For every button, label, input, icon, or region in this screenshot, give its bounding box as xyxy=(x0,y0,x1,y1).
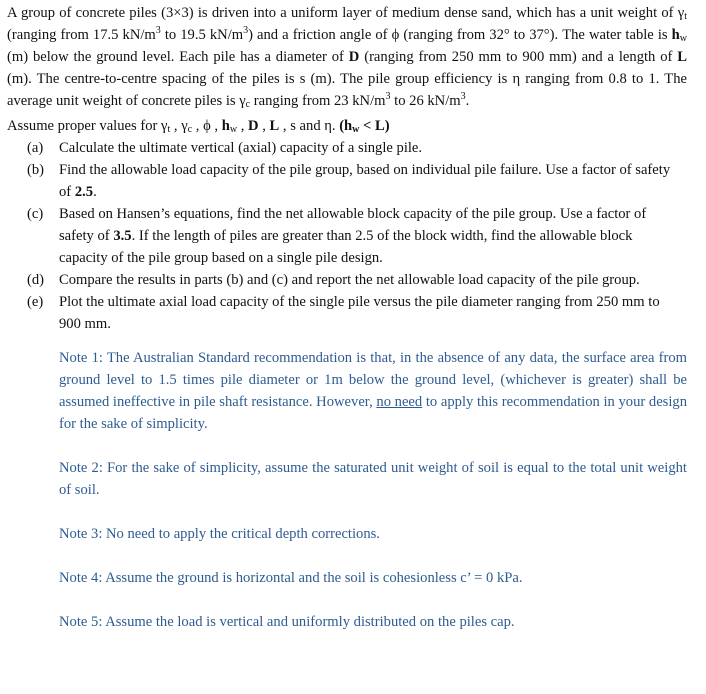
problem-statement xyxy=(7,2,687,112)
part-text: Find the allowable load capacity of the pile group, based on individual pile failure. Use a factor of safety of xyxy=(59,162,671,200)
part-text: Based on Hansen’s equations, find the net allowable block capacity of the pile group. Use a factor of safety of xyxy=(59,206,647,244)
part-a xyxy=(27,137,677,159)
subscript-w: w xyxy=(352,124,360,135)
gamma-symbol: γ xyxy=(181,118,188,134)
part-marker: (b) xyxy=(27,162,45,178)
part-text: Calculate the ultimate vertical (axial) capacity of a single pile. xyxy=(59,140,423,156)
intro-text: A group of concrete piles (3×3) is driven into a uniform layer of medium dense sand, which has a unit weight of xyxy=(7,5,678,21)
note-1 xyxy=(59,347,687,435)
note-5: Note 5: Assume the load is vertical and uniformly distributed on the piles cap. xyxy=(59,614,515,630)
question-parts-list xyxy=(7,137,677,335)
subscript-c: c xyxy=(245,99,251,110)
part-text: . xyxy=(93,184,97,200)
superscript-3: 3 xyxy=(385,91,391,102)
assume-text: Assume proper values for xyxy=(7,118,162,134)
separator: , xyxy=(237,118,249,134)
intro-text: (ranging from 32° to 37°). The water table is xyxy=(399,27,672,43)
intro-text: (ranging from 250 mm to 900 mm) and a length of xyxy=(359,49,678,65)
intro-text: ranging from 23 kN/m xyxy=(250,93,386,109)
superscript-3: 3 xyxy=(155,25,161,36)
phi-symbol: ϕ xyxy=(391,27,400,43)
subscript-c: c xyxy=(187,124,193,135)
d-symbol: D xyxy=(348,49,360,65)
underlined-text: no need xyxy=(376,394,423,410)
note-text: Note 1: The Australian Standard recommendation is that, in the absence of any data, the surface area from ground level to 1.5 times pile diameter or 1m below the ground level, (whichever is greater) shall be assumed ineffective in pile shaft resistance. However, xyxy=(59,350,687,410)
separator: , xyxy=(258,118,270,134)
part-c xyxy=(27,203,677,269)
part-text: Plot the ultimate axial load capacity of the single pile versus the pile diameter ranging from 250 mm to 900 mm. xyxy=(59,294,660,332)
condition-open: (h xyxy=(339,118,353,134)
part-marker: (e) xyxy=(27,294,44,310)
note-text: to apply this recommendation in your design for the sake of simplicity. xyxy=(59,394,687,432)
superscript-3: 3 xyxy=(243,25,249,36)
superscript-3: 3 xyxy=(460,91,466,102)
condition-close: < L) xyxy=(359,118,390,134)
part-marker: (a) xyxy=(27,140,44,156)
intro-text: (m) below the ground level. Each pile has a diameter of xyxy=(7,49,349,65)
note-3: Note 3: No need to apply the critical depth corrections. xyxy=(59,526,380,542)
h-symbol: h xyxy=(221,118,230,134)
h-symbol: h xyxy=(671,27,680,43)
notes-section xyxy=(7,347,687,633)
intro-text: (ranging from 17.5 kN/m xyxy=(7,27,156,43)
gamma-symbol: γ xyxy=(239,93,246,109)
part-e xyxy=(27,291,677,335)
l-symbol: L xyxy=(269,118,280,134)
separator: , xyxy=(170,118,182,134)
subscript-t: t xyxy=(167,124,171,135)
part-marker: (c) xyxy=(27,206,44,222)
l-symbol: L xyxy=(677,49,687,65)
separator: , xyxy=(279,118,291,134)
subscript-w: w xyxy=(229,124,238,135)
d-symbol: D xyxy=(248,118,259,134)
safety-factor-value: 2.5 xyxy=(74,184,94,200)
s-symbol: s xyxy=(290,118,296,134)
part-text: . If the length of piles are greater than 2.5 of the block width, find the allowable block capacity of the pile group based on a single pile design. xyxy=(59,228,633,266)
gamma-symbol: γ xyxy=(161,118,168,134)
part-text: Compare the results in parts (b) and (c) and report the net allowable load capacity of the pile group. xyxy=(59,272,640,288)
intro-text: to 26 kN/m xyxy=(390,93,461,109)
intro-text: ) and a friction angle of xyxy=(248,27,392,43)
intro-text: (m). The centre-to-centre spacing of the piles is s (m). The pile group efficiency is η ranging from 0.8 to 1. The average unit weight of concrete piles is xyxy=(7,71,687,109)
assume-text: and η. xyxy=(295,118,340,134)
subscript-w: w xyxy=(679,33,687,44)
gamma-symbol: γ xyxy=(677,5,685,21)
part-b xyxy=(27,159,677,203)
safety-factor-value: 3.5 xyxy=(113,228,132,244)
note-4: Note 4: Assume the ground is horizontal and the soil is cohesionless c’ = 0 kPa. xyxy=(59,570,523,586)
water-table-condition xyxy=(339,118,389,134)
intro-text: to 19.5 kN/m xyxy=(160,27,244,43)
note-2: Note 2: For the sake of simplicity, assume the saturated unit weight of soil is equal to the total unit weight of soil. xyxy=(59,460,687,498)
intro-text: . xyxy=(465,93,470,109)
part-marker: (d) xyxy=(27,272,45,288)
assumptions-line xyxy=(7,115,706,137)
separator: , xyxy=(210,118,222,134)
separator: , xyxy=(192,118,204,134)
phi-symbol: ϕ xyxy=(203,118,211,134)
part-d xyxy=(27,269,677,291)
subscript-t: t xyxy=(684,11,687,22)
